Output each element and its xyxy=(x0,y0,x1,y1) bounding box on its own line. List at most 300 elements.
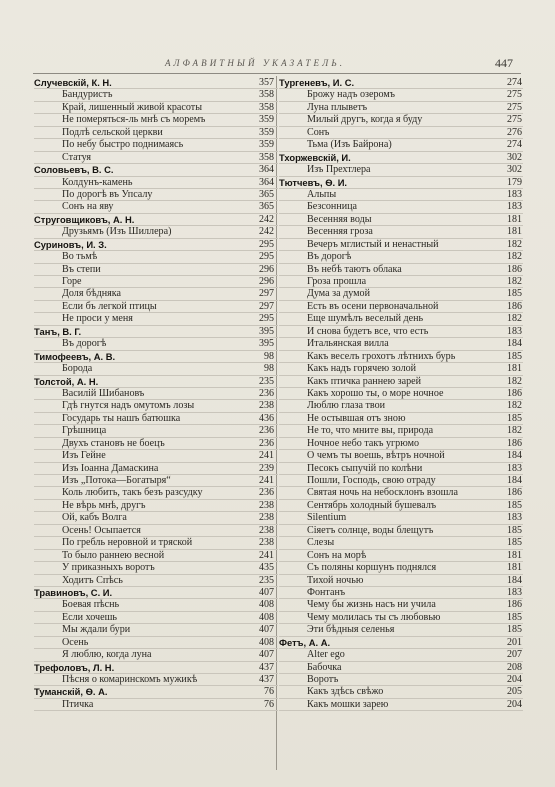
poem-title: По гребль неровной и тряской xyxy=(62,537,193,549)
poem-entry xyxy=(279,338,523,350)
poem-entry xyxy=(279,587,523,599)
poem-title: Осень xyxy=(62,636,89,648)
poem-entry xyxy=(34,649,278,661)
author-entry xyxy=(279,77,523,89)
poem-title: Грѣшница xyxy=(62,425,107,437)
author-name: Струговщиковъ, А. Н. xyxy=(34,213,135,225)
page-ref: 395 xyxy=(259,325,274,337)
page-ref: 76 xyxy=(264,698,274,710)
page-ref: 395 xyxy=(259,338,274,350)
poem-entry xyxy=(34,301,278,313)
poem-entry xyxy=(279,649,523,661)
poem-entry xyxy=(279,599,523,611)
page-ref: 186 xyxy=(507,599,522,611)
poem-title: Не проси у меня xyxy=(62,313,133,325)
page-ref: 182 xyxy=(507,313,522,325)
page-ref: 359 xyxy=(259,126,274,138)
page-ref: 241 xyxy=(259,475,274,486)
poem-entry xyxy=(279,537,523,549)
page-ref: 236 xyxy=(259,487,274,499)
poem-title: Съ поляны коршунъ поднялся xyxy=(307,562,437,574)
author-entry xyxy=(34,662,278,674)
poem-title: Птичка xyxy=(62,698,94,710)
poem-title: Изъ Прехтлера xyxy=(307,164,371,176)
poem-title: Въ небѣ таютъ облака xyxy=(307,263,402,275)
poem-entry xyxy=(279,313,523,325)
page-ref: 208 xyxy=(507,661,522,673)
poem-title: Ой, кабъ Волга xyxy=(62,512,127,524)
poem-title: Край, лишенный живой красоты xyxy=(62,101,202,113)
poem-entry xyxy=(279,413,523,425)
poem-title: Колдунъ-камень xyxy=(62,176,133,188)
page-ref: 181 xyxy=(507,549,522,561)
page-ref: 436 xyxy=(259,412,274,424)
poem-title: Есть въ осени первоначальной xyxy=(307,300,439,312)
page-ref: 408 xyxy=(259,611,274,623)
page-ref: 185 xyxy=(507,350,522,362)
poem-title: По небу быстро поднимаясь xyxy=(62,139,184,151)
poem-entry xyxy=(34,425,278,437)
author-entry xyxy=(34,214,278,226)
author-entry xyxy=(279,637,523,649)
page-ref: 358 xyxy=(259,89,274,101)
poem-entry xyxy=(34,699,278,711)
poem-entry xyxy=(34,525,278,537)
poem-title: Святая ночь на небосклонъ взошла xyxy=(307,487,458,499)
poem-title: Весенняя гроза xyxy=(307,226,373,238)
poem-entry xyxy=(34,413,278,425)
poem-entry xyxy=(34,537,278,549)
poem-title: Гроза прошла xyxy=(307,276,367,287)
poem-entry xyxy=(279,686,523,698)
poem-title: Не остывшая отъ зною xyxy=(307,412,406,424)
poem-entry xyxy=(279,239,523,251)
poem-entry xyxy=(34,550,278,562)
page-ref: 275 xyxy=(507,101,522,113)
poem-entry xyxy=(34,139,278,151)
page-ref: 182 xyxy=(507,425,522,437)
poem-entry xyxy=(279,301,523,313)
page-ref: 365 xyxy=(259,188,274,200)
poem-title: Борода xyxy=(62,363,93,375)
poem-entry xyxy=(34,512,278,524)
poem-entry xyxy=(279,388,523,400)
right-column xyxy=(279,77,523,711)
poem-title: Не померяться-ль мнѣ съ моремъ xyxy=(62,114,206,126)
page-ref: 236 xyxy=(259,387,274,399)
poem-title: Не то, что мните вы, природа xyxy=(307,425,434,437)
poem-title: Коль любить, такъ безъ разсудку xyxy=(62,487,203,499)
page-ref: 364 xyxy=(259,164,274,176)
poem-entry xyxy=(279,251,523,263)
page-ref: 98 xyxy=(264,363,274,375)
poem-title: Итальянская вилла xyxy=(307,338,389,350)
poem-entry xyxy=(34,288,278,300)
poem-title: Фонтанъ xyxy=(307,586,346,598)
poem-title: Сонъ xyxy=(307,126,330,138)
author-entry xyxy=(279,152,523,164)
poem-title: Въ дорогѣ xyxy=(62,338,107,350)
poem-entry xyxy=(34,400,278,412)
poem-title: Мы ждали бури xyxy=(62,624,131,636)
poem-title: Какъ веселъ грохотъ лѣтнихъ бурь xyxy=(307,350,456,362)
page-ref: 183 xyxy=(507,586,522,598)
poem-entry xyxy=(279,550,523,562)
poem-title: Слезы xyxy=(307,537,335,549)
poem-title: Чему молилась ты съ любовью xyxy=(307,611,441,623)
page-ref: 185 xyxy=(507,499,522,511)
author-entry xyxy=(34,326,278,338)
page-ref: 185 xyxy=(507,524,522,536)
page-ref: 186 xyxy=(507,387,522,399)
poem-title: Во тьмѣ xyxy=(62,251,98,263)
page-ref: 275 xyxy=(507,89,522,101)
poem-entry xyxy=(279,463,523,475)
poem-title: Если бъ легкой птицы xyxy=(62,300,157,312)
page-ref: 295 xyxy=(259,238,274,250)
poem-entry xyxy=(34,363,278,375)
page-ref: 407 xyxy=(259,586,274,598)
poem-entry xyxy=(279,425,523,437)
author-name: Трефоловъ, Л. Н. xyxy=(34,661,115,673)
poem-title: Пошли, Господь, свою отраду xyxy=(307,475,436,486)
page-ref: 182 xyxy=(507,238,522,250)
poem-title: Милый другъ, когда я буду xyxy=(307,114,423,126)
author-name: Соловьевъ, В. С. xyxy=(34,164,114,176)
page-ref: 204 xyxy=(507,674,522,685)
page-ref: 239 xyxy=(259,462,274,474)
poem-entry xyxy=(279,562,523,574)
page-ref: 276 xyxy=(507,126,522,138)
poem-title: Сонъ на морѣ xyxy=(307,549,367,561)
poem-entry xyxy=(279,512,523,524)
poem-title: Ночное небо такъ угрюмо xyxy=(307,437,420,449)
poem-entry xyxy=(279,201,523,213)
poem-entry xyxy=(34,475,278,487)
poem-title: Двухъ становъ не боецъ xyxy=(62,437,165,449)
poem-entry xyxy=(279,363,523,375)
author-name: Фетъ, А. А. xyxy=(279,636,331,648)
poem-entry xyxy=(34,127,278,139)
page-number: 447 xyxy=(495,56,513,70)
running-title: АЛФАВИТНЫЙ УКАЗАТЕЛЬ. xyxy=(165,58,346,68)
poem-title: У приказныхъ воротъ xyxy=(62,562,155,574)
page-ref: 437 xyxy=(259,674,274,685)
poem-title: Какъ мошки зарею xyxy=(307,698,389,710)
poem-entry xyxy=(279,525,523,537)
page-ref: 408 xyxy=(259,636,274,648)
header-rule xyxy=(33,73,521,74)
page-ref: 183 xyxy=(507,325,522,337)
poem-title: Доля бѣдняка xyxy=(62,288,122,300)
poem-entry xyxy=(34,338,278,350)
page-ref: 437 xyxy=(259,661,274,673)
page-ref: 236 xyxy=(259,437,274,449)
page-ref: 357 xyxy=(259,77,274,88)
poem-entry xyxy=(34,226,278,238)
page-ref: 204 xyxy=(507,698,522,710)
poem-entry xyxy=(34,152,278,164)
poem-title: Сіяетъ солнце, воды блещутъ xyxy=(307,524,434,536)
poem-entry xyxy=(279,487,523,499)
author-entry xyxy=(34,164,278,176)
author-entry xyxy=(34,239,278,251)
page-ref: 207 xyxy=(507,649,522,661)
poem-title: Брожу надъ озеромъ xyxy=(307,89,395,101)
poem-entry xyxy=(279,376,523,388)
poem-entry xyxy=(34,89,278,101)
page-ref: 179 xyxy=(507,176,522,188)
poem-entry xyxy=(34,637,278,649)
poem-title: Ходитъ Спѣсь xyxy=(62,574,123,586)
poem-title: Alter ego xyxy=(307,649,345,661)
poem-entry xyxy=(34,114,278,126)
poem-title: Воротъ xyxy=(307,674,339,685)
page-ref: 181 xyxy=(507,562,522,574)
poem-title: Песокъ сыпучій по колѣни xyxy=(307,462,423,474)
poem-title: Изъ Гейне xyxy=(62,450,106,462)
poem-title: Безсонница xyxy=(307,201,358,213)
poem-title: Бабочка xyxy=(307,661,342,673)
poem-title: По дорогѣ въ Упсалу xyxy=(62,188,153,200)
running-header xyxy=(0,58,555,74)
page-ref: 295 xyxy=(259,313,274,325)
poem-entry xyxy=(34,177,278,189)
page-ref: 186 xyxy=(507,300,522,312)
poem-entry xyxy=(279,351,523,363)
poem-entry xyxy=(279,475,523,487)
poem-entry xyxy=(34,463,278,475)
poem-entry xyxy=(34,500,278,512)
poem-title: Изъ Іоанна Дамаскина xyxy=(62,462,159,474)
poem-title: Луна плыветъ xyxy=(307,101,368,113)
page-ref: 407 xyxy=(259,624,274,636)
poem-title: Вечеръ мглистый и ненастный xyxy=(307,238,439,250)
page-ref: 185 xyxy=(507,288,522,300)
page-ref: 297 xyxy=(259,288,274,300)
page-ref: 295 xyxy=(259,251,274,263)
poem-entry xyxy=(279,164,523,176)
poem-title: Въ степи xyxy=(62,263,101,275)
poem-entry xyxy=(34,599,278,611)
author-name: Суриновъ, И. З. xyxy=(34,238,107,250)
author-entry xyxy=(34,351,278,363)
poem-title: Въ дорогѣ xyxy=(307,251,352,263)
poem-entry xyxy=(279,189,523,201)
page-ref: 235 xyxy=(259,574,274,586)
poem-title: Боевая пѣснь xyxy=(62,599,120,611)
poem-entry xyxy=(279,127,523,139)
page-ref: 359 xyxy=(259,114,274,126)
page-ref: 296 xyxy=(259,263,274,275)
page-ref: 186 xyxy=(507,487,522,499)
poem-entry xyxy=(279,326,523,338)
poem-entry xyxy=(279,450,523,462)
poem-entry xyxy=(34,624,278,636)
poem-title: Еще шумѣлъ веселый день xyxy=(307,313,424,325)
poem-entry xyxy=(279,89,523,101)
poem-entry xyxy=(34,388,278,400)
page-ref: 183 xyxy=(507,512,522,524)
page-ref: 98 xyxy=(264,350,274,362)
author-entry xyxy=(34,686,278,698)
page-ref: 186 xyxy=(507,263,522,275)
poem-title: Друзьямъ (Изъ Шиллера) xyxy=(62,226,172,238)
page-ref: 185 xyxy=(507,611,522,623)
poem-entry xyxy=(279,139,523,151)
poem-entry xyxy=(34,276,278,288)
page-ref: 181 xyxy=(507,226,522,238)
author-entry xyxy=(34,77,278,89)
page-ref: 241 xyxy=(259,549,274,561)
poem-title: Государь ты нашъ батюшка xyxy=(62,412,181,424)
page-ref: 407 xyxy=(259,649,274,661)
page-ref: 364 xyxy=(259,176,274,188)
page-ref: 359 xyxy=(259,139,274,151)
page-ref: 205 xyxy=(507,686,522,698)
page-ref: 241 xyxy=(259,450,274,462)
poem-title: Чему бы жизнь насъ ни учила xyxy=(307,599,436,611)
page-ref: 236 xyxy=(259,425,274,437)
author-name: Случевскій, К. Н. xyxy=(34,77,112,88)
page-ref: 186 xyxy=(507,437,522,449)
author-name: Тургеневъ, И. С. xyxy=(279,77,355,88)
page-ref: 275 xyxy=(507,114,522,126)
page-ref: 184 xyxy=(507,450,522,462)
page-ref: 182 xyxy=(507,251,522,263)
page-ref: 183 xyxy=(507,201,522,213)
page-ref: 358 xyxy=(259,101,274,113)
poem-title: Какъ птичка раннею зарей xyxy=(307,375,422,387)
poem-entry xyxy=(34,487,278,499)
poem-title: Тихой ночью xyxy=(307,574,364,586)
poem-entry xyxy=(279,624,523,636)
poem-entry xyxy=(34,450,278,462)
poem-entry xyxy=(34,251,278,263)
poem-entry xyxy=(34,102,278,114)
page-ref: 201 xyxy=(507,636,522,648)
page-ref: 238 xyxy=(259,537,274,549)
poem-entry xyxy=(279,264,523,276)
page-ref: 185 xyxy=(507,537,522,549)
page-ref: 274 xyxy=(507,77,522,88)
poem-entry xyxy=(34,264,278,276)
page-ref: 238 xyxy=(259,400,274,412)
author-name: Туманскій, Ѳ. А. xyxy=(34,686,108,698)
page-ref: 242 xyxy=(259,226,274,238)
page-ref: 184 xyxy=(507,574,522,586)
poem-entry xyxy=(34,562,278,574)
poem-title: Не вѣрь мнѣ, другъ xyxy=(62,499,146,511)
left-column xyxy=(34,77,278,711)
poem-title: И снова будетъ все, что есть xyxy=(307,325,429,337)
poem-entry xyxy=(34,674,278,686)
poem-entry xyxy=(279,674,523,686)
poem-entry xyxy=(279,575,523,587)
poem-title: То было раннею весной xyxy=(62,549,165,561)
poem-title: О чемъ ты воешь, вѣтръ ночной xyxy=(307,450,445,462)
poem-title: Подлѣ сельской церкви xyxy=(62,126,163,138)
page-ref: 184 xyxy=(507,475,522,486)
poem-title: Тьма (Изъ Байрона) xyxy=(307,139,392,151)
poem-entry xyxy=(279,699,523,711)
poem-title: Статуя xyxy=(62,151,92,163)
page-ref: 76 xyxy=(264,686,274,698)
poem-entry xyxy=(34,201,278,213)
poem-entry xyxy=(279,438,523,450)
poem-title: Сентябрь холодный бушевалъ xyxy=(307,499,437,511)
author-name: Травиновъ, С. И. xyxy=(34,586,113,598)
poem-entry xyxy=(279,214,523,226)
page-ref: 297 xyxy=(259,300,274,312)
poem-title: Горе xyxy=(62,276,82,287)
poem-entry xyxy=(279,226,523,238)
poem-entry xyxy=(34,313,278,325)
page-ref: 185 xyxy=(507,412,522,424)
page-ref: 242 xyxy=(259,213,274,225)
author-entry xyxy=(279,177,523,189)
poem-title: Василій Шибановъ xyxy=(62,387,145,399)
author-name: Тютчевъ, Ѳ. И. xyxy=(279,176,348,188)
author-name: Толстой, А. Н. xyxy=(34,375,99,387)
page-ref: 182 xyxy=(507,400,522,412)
poem-title: Пѣсня о комаринскомъ мужикѣ xyxy=(62,674,198,685)
page-ref: 302 xyxy=(507,151,522,163)
poem-entry xyxy=(34,438,278,450)
poem-title: Я люблю, когда луна xyxy=(62,649,152,661)
poem-title: Гдѣ гнутся надъ омутомъ лозы xyxy=(62,400,195,412)
page-ref: 185 xyxy=(507,624,522,636)
poem-title: Эти бѣдныя селенья xyxy=(307,624,395,636)
page-ref: 183 xyxy=(507,462,522,474)
author-entry xyxy=(34,376,278,388)
poem-title: Сонъ на яву xyxy=(62,201,114,213)
author-entry xyxy=(34,587,278,599)
poem-title: Какъ здѣсь свѣжо xyxy=(307,686,384,698)
page-ref: 183 xyxy=(507,188,522,200)
page-ref: 184 xyxy=(507,338,522,350)
page-ref: 274 xyxy=(507,139,522,151)
page-ref: 181 xyxy=(507,363,522,375)
page-ref: 238 xyxy=(259,499,274,511)
poem-entry xyxy=(279,500,523,512)
poem-title: Бандуристъ xyxy=(62,89,113,101)
page-ref: 302 xyxy=(507,164,522,176)
page-ref: 365 xyxy=(259,201,274,213)
poem-entry xyxy=(279,102,523,114)
poem-entry xyxy=(279,662,523,674)
poem-title: Какъ надъ горячею золой xyxy=(307,363,417,375)
poem-entry xyxy=(279,400,523,412)
page-ref: 408 xyxy=(259,599,274,611)
poem-title: Дума за думой xyxy=(307,288,370,300)
page-ref: 358 xyxy=(259,151,274,163)
poem-title: Осень! Осыпается xyxy=(62,524,141,536)
poem-entry xyxy=(279,288,523,300)
page-ref: 238 xyxy=(259,512,274,524)
poem-entry xyxy=(34,575,278,587)
poem-title: Какъ хорошо ты, о море ночное xyxy=(307,387,444,399)
page-ref: 296 xyxy=(259,276,274,287)
page-ref: 181 xyxy=(507,213,522,225)
poem-title: Если хочешь xyxy=(62,611,117,623)
poem-title: Изъ „Потока—Богатыря“ xyxy=(62,475,171,486)
poem-title: Весенняя воды xyxy=(307,213,372,225)
author-name: Танъ, В. Г. xyxy=(34,325,82,337)
poem-entry xyxy=(279,276,523,288)
author-name: Тимофеевъ, А. В. xyxy=(34,350,116,362)
author-name: Тхоржевскій, И. xyxy=(279,151,351,163)
